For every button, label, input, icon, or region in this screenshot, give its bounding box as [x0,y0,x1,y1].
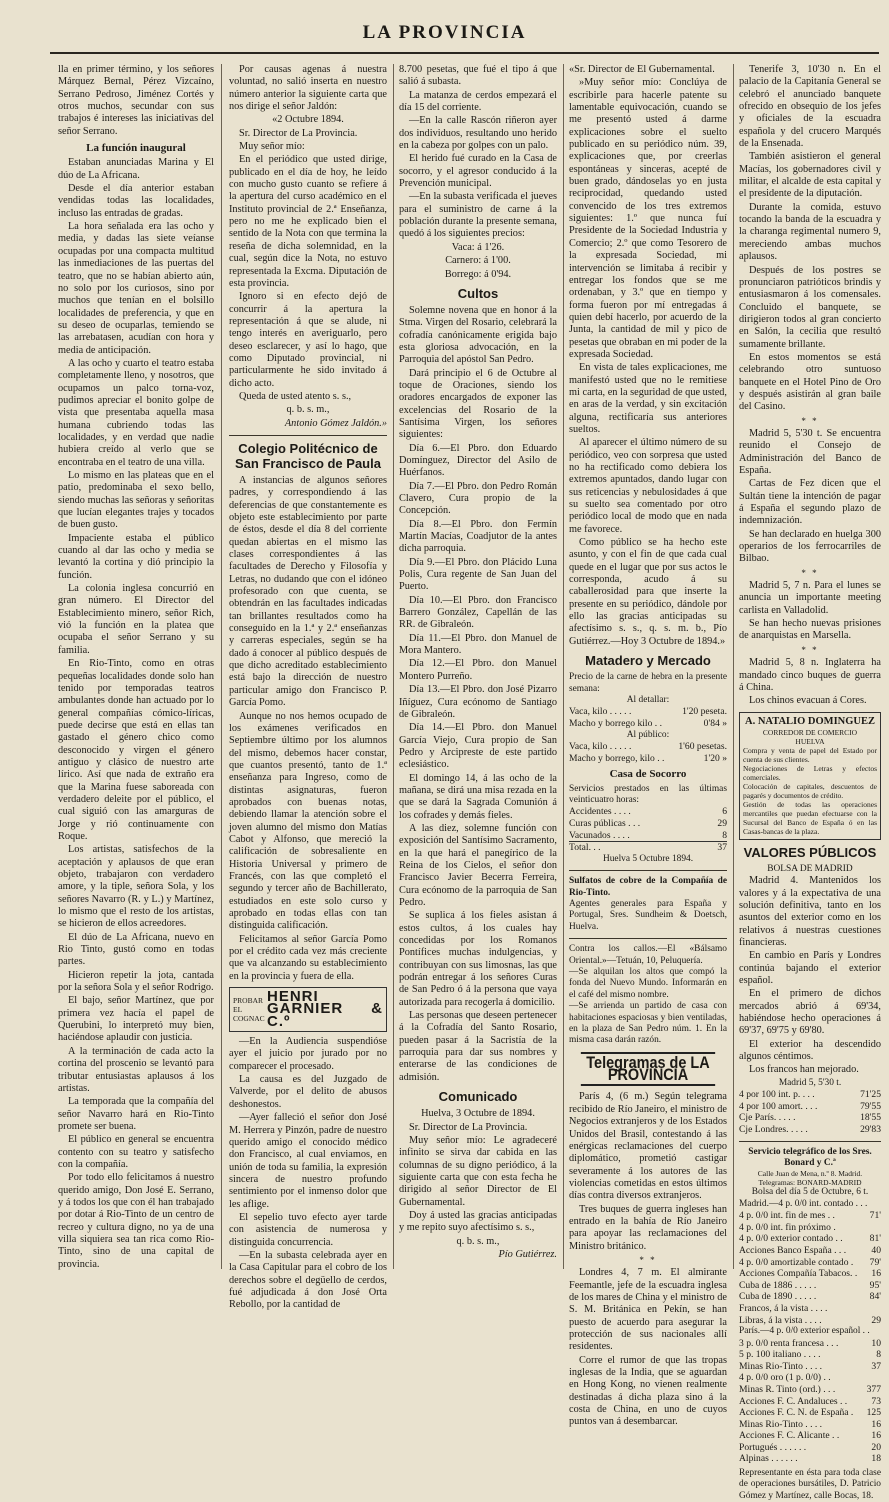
column-divider [563,64,564,1269]
column-divider [733,64,734,1269]
paragraph: Aunque no nos hemos ocupado de los exámenes verificados en Septiembre último por los alumnos del mismo, debemos hacer constar, que cuantos presentó, tanto de 1.ª enseñanza para Ingreso, como de distintas asignaturas, fueron aprobados con buenas notas, debiendo llamar la atención sobre el joven alumno del mismo don Matías Cabot y Alfonso, que mereció la calificación de sobresaliente en Historia Universal y primero de Francés, con las que completó el segundo y tercer año de Bachillerato, estudiados en este solo curso y aprobado en todas ellas con tan distinguida calificación. [229,710,387,932]
ad-subtitle: CORREDOR DE COMERCIO [762,727,858,737]
divider [739,1141,881,1142]
newspaper-title: LA PROVINCIA [362,22,527,43]
paragraph: Madrid 4. Mantenidos los valores y á la expectativa de una solución definitiva, tanto en los asuntos del exterior como en los relativos á nuestras cuestiones financieras. [739,875,881,948]
quote-row: Portugués . . . . . . 20 [739,1441,881,1453]
paragraph: Los artistas, satisfechos de la aceptación y aplausos de que eran objeto, trabajaron con verdadero amore, y la tiple, señora Sola, y los señores Navarro (R. y L.) y Martínez, lo mismo que el resto de los artistas, se hicieron de ellos acreedores. [58,844,214,930]
masthead [0,0,889,50]
market-label: París.—4 p. 0/0 exterior español . . [739,1326,870,1337]
paragraph: Dará principio el 6 de Octubre al toque de Oraciones, siendo los oradores encargados de exponer las excelencias del Rosario de la Santísima Virgen, los señores siguientes: [399,367,557,441]
column-divider [221,64,222,1269]
paragraph: En el periódico que usted dirige, publicado en el día de hoy, he leído con mucho gusto cuanto se refiere á la apertura del curso académico en el Instituto provincial de 2.ª Enseñanza, pero no me he explicado bien el sentido de la Nota con que termina la reseña de dicha solemnidad, en la cual, según dice la Nota, no estuvo representada la Excma. Diputación de esta provincia. [229,154,387,289]
paragraph: El herido fué curado en la Casa de socorro, y el agresor conducido á la Prevención municipal. [399,153,557,190]
paragraph: La hora señalada era las ocho y media, y dadas las siete veíanse ocupadas por una compacta multitud las inmediaciones de las puertas del teatro, que no se habían abierto aún, no solo por los curiosos, sino por muchos que tenían en el bolsillo localidades de preferencia, y que en su deseo de ocuparlas, temiendo se las arrebatasen, acudían con hora y media de anticipación. [58,221,214,356]
telegram: Los chinos evacuan á Cores. [749,695,867,707]
section-heading: Comunicado [438,1089,518,1105]
quote-row: 4 p. 0/0 oro (1 p. 0/0) . . [739,1372,831,1384]
telegram: Después de los postres se pronunciaron patrióticos brindis y entusiasmaron á los comensales. Concluido el banquete, se dirigieron todos al gran concierto en Salón, la cecilia que resultó sumamente brillante. [739,264,881,350]
paragraph: Lo mismo en las plateas que en el patio, predominaba el sexo bello, siendo muchas las señoras y señoritas que lucían elegantes trajes y tocados de buen gusto. [58,470,214,531]
quote-row: Acciones F. C. N. de España . 125 [739,1407,881,1419]
paragraph: Día 12.—El Pbro. don Manuel Montero Purreño. [399,658,557,682]
notice: —Se alquilan los altos que compó la fonda del Nuevo Mundo. Informarán en el café del mismo nombre. [569,966,727,1000]
paragraph: Estaban anunciadas Marina y El dúo de La Africana. [58,157,214,181]
quote-row: Acciones Banco España . . . 40 [739,1244,881,1256]
divider [229,435,387,436]
paragraph: Por causas agenas á nuestra voluntad, no salió inserta en nuestro número anterior la siguiente carta que nos dirige el señor Jaldón: [229,64,387,113]
quote-row: Minas Rio-Tinto . . . . 37 [739,1360,881,1372]
notice-heading: Sulfatos de cobre de la Compañía de Rio-Tinto. [569,876,727,898]
paragraph: Por todo ello felicitamos á nuestro querido amigo, Don José E. Serrano, y á todos los que con él han trabajado por dotar á Rio-Tinto de un centro de recreo y cultura digno, no ya de una villa siquiera sea tan rica como Rio-Tinto, sino de una capital de provincia. [58,1172,214,1270]
paragraph: Al aparecer el último número de su periódico, veo con sorpresa que usted no ha rectificado como debiera los extremos apuntados, dando lugar con sus reticencias y nebulosidades á que su suelto sea comentado por otro periódico local de modo que en nada me favorece. [569,437,727,535]
paragraph: El bajo, señor Martínez, que por primera vez hacía el papel de Querubini, lo interpretó muy bien, haciéndose aplaudir con justicia. [58,995,214,1044]
telegram: Tres buques de guerra ingleses han entrado en la bahía de Río Janeiro para apoyar las reclamaciones del Ministro británico. [569,1203,727,1252]
paragraph: —En la Audiencia suspendióse ayer el juicio por jurado por no comparecer el procesado. [229,1036,387,1072]
paragraph: —En la calle Rascón riñeron ayer dos individuos, resultando uno herido en la cabeza por golpes con un palo. [399,115,557,152]
closing: q. b. s. m., [286,404,330,416]
quote-row: Cje París. . . . . 18'55 [739,1112,881,1124]
section-heading: VALORES PÚBLICOS [743,844,877,860]
telegram: Corre el rumor de que las tropas inglesas de la India, que se aguardan en Hong Kong, no vienen realmente destinadas á dicha plaza sino á la costa de China, en uno de cuyos puntos van á desembarcar. [569,1354,727,1428]
socorro-row: Accidentes . . . . 6 [569,806,727,818]
signature: Antonio Gómez Jaldón.» [284,417,387,429]
quote-row: 4 por 100 amort. . . . 79'55 [739,1100,881,1112]
telegram: También asistieron el general Macías, los gobernadores civil y militar, el alcalde de esta capital y el presidente de la diputación. [739,151,881,200]
telegram: Se han declarado en huelga 300 operarios de los ferrocarriles de Bilbao. [739,528,881,565]
paragraph: Las personas que deseen pertenecer á la Cofradía del Santo Rosario, pueden pasar á la Sacristía de la parroquia para dar sus nombres y enterarse de las condiciones de admisión. [399,1010,557,1083]
paragraph: El domingo 14, á las ocho de la mañana, se dirá una misa rezada en la que se dará la Sagrada Comunión á los cofrades y demás fieles. [399,772,557,821]
market-row: Macho y borrego kilo . . 0'84 » [569,717,727,729]
quote-row: Libras, á la vista . . . . 29 [739,1314,881,1326]
paragraph: 8.700 pesetas, que fué el tipo á que salió á subasta. [399,64,557,88]
socorro-row: Curas públicas . . . 29 [569,817,727,829]
quote-row: Francos, á la vista . . . . [739,1302,828,1314]
quote-row: Cje Londres. . . . . 29'83 [739,1123,881,1135]
ad-line: Colocación de capitales, descuentos de pagarés y documentos de crédito. [743,781,877,800]
paragraph: Hicieron repetir la jota, cantada por la señora Sola y el señor Rodrigo. [58,969,214,994]
ad-city: HUELVA [795,736,825,746]
ad-line: Compra y venta de papel del Estado por cuenta de sus clientes. [743,745,877,764]
letter-date: «2 Octubre 1894. [272,114,344,126]
ad-line: Negociaciones de Letras y efectos comerciales. [743,763,877,782]
paragraph: El exterior ha descendido algunos céntimos. [739,1038,881,1063]
quote-row: 4 p. 0/0 int. fin próximo . [739,1221,836,1233]
paragraph: El sepelio tuvo efecto ayer tarde con asistencia de numerosa y distinguida concurrencia. [229,1211,387,1248]
socorro-date: Huelva 5 Octubre 1894. [602,853,694,864]
paragraph: En el primero de dichos mercados abrió á 69'34, habiéndose hecho operaciones á 69'37, 69'75 y 69'80. [739,988,881,1037]
paragraph: La temporada que la compañía del señor Navarro hará en Rio-Tinto promete ser buena. [58,1096,214,1132]
paragraph: La colonia inglesa concurrió en gran número. El Director del Establecimiento minero, señor Rich, vió la función en la platea que ocupaba el señor Serrano y su familia. [58,583,214,656]
telegram: Cartas de Fez dicen que el Sultán tiene la intención de pagar á España el segundo plazo de indemnización. [739,478,881,527]
masthead-rule [50,52,879,54]
telegram: Durante la comida, estuvo tocando la banda de la escuadra y la charanga regimental numero 9, mereciendo ambas muchos aplausos. [739,201,881,263]
quote-row: Cuba de 1890 . . . . . 84' [739,1291,881,1303]
paragraph: Día 13.—El Pbro. don José Pizarro Iñíguez, Cura ecónomo de Santiago de Gibraleón. [399,684,557,720]
telegram: Madrid 5, 8 n. Inglaterra ha mandado cinco buques de guerra á China. [739,657,881,693]
paragraph: Impaciente estaba el público cuando al dar las ocho y media se levantó la cortina y dió principio la función. [58,532,214,581]
telegram: Londres 4, 7 m. El almirante Feemantle, jefe de la escuadra inglesa de los mares de China y el ministro de S. M. Británica en Pekín, se han puesto de acuerdo para asegurar la protección de sus nacionales allí residentes. [569,1267,727,1353]
quote-row: 4 por 100 int. p. . . . 71'25 [739,1089,881,1101]
service-heading: Servicio telegráfico de los Sres. Bonard y C.ª [748,1146,872,1168]
price-line: Vaca: á 1'26. [451,241,505,253]
price-line: Carnero: á 1'00. [445,255,511,267]
notice: —Se arrienda un partido de casa con habitaciones espaciosas y bien ventiladas, en la plaza de San Pedro núm. 1. En la misma casa darán razón. [569,1001,727,1046]
ad-line: Gestión de todas las operaciones mercantiles que puedan efectuarse con la Sucursal del Banco de España ó en las Casas-bancas de la plaza. [743,799,877,836]
column-divider [393,64,394,1269]
paragraph: Felicitamos al señor García Pomo por el crédito cada vez más creciente que va alcanzando su establecimiento en la provincia y fuera de ella. [229,933,387,982]
paragraph: »Muy señor mío: Conclúya de escribirle para hacerle patente su lamentable equivocación, cuando se me presentó usted á darme explicaciones sobre el suelto publicado en su periódico núm. 39, explicaciones que, por creerlas espontáneas y sinceras, acepté de buen grado, dándoselas yo en justa reciprocidad, quedando usted convencido de los tres extremos siguientes: 1.º que nunca fuí Presidente de la Sociedad Industria y Comercio; 2.º que como Tesorero de la expresada Sociedad, mi intervención se limitaba á recibir y entregar los fondos que se me ordenaban, y 3.º que en tiempo y forma fueron por mí entregadas á quien debí hacerlo, por acuerdo de la Junta, la cantidad de mil y pico de pesetas que obraban en mi poder de la expresada Sociedad. [569,77,727,360]
paragraph: Como público se ha hecho este asunto, y con el fin de que cada cual quede en el lugar que por sus actos le corresponda, acudo á su caballerosidad para que inserte la presente en su periódico, dándole por ello las gracias anticipadas su afectísimo s. s., q. s. m. b., Pío Gutiérrez.—Hoy 3 Octubre de 1894.» [569,537,727,647]
market-intro: Precio de la carne de hebra en la presente semana: [569,672,727,694]
paragraph: lla en primer término, y los señores Márquez Bernal, Pérez Vizcaíno, Serrano Pedroso, Jiménez Cortés y otros muchos, secundar con sus trabajos é intereses las iniciativas del señor Serrano. [58,64,214,137]
ad-brand: HENRI GARNIER & C.º [267,988,383,1030]
notice: Agentes generales para España y Portugal, Sres. Sundheim & Doetsch, Huelva. [569,898,727,932]
column-2 [229,64,387,1311]
letter-address: Sr. Director de La Provincia. [239,127,358,139]
paragraph: Muy señor mío: Le agradeceré infinito se sirva dar cabida en las columnas de su digno periódico, á la siguiente carta que con esta fecha he dirigido al señor Director de El Gubernamental. [399,1134,557,1208]
notice: Contra los callos.—El «Bálsamo Oriental.»—Tetuán, 10, Peluquería. [569,944,727,966]
telegrams-heading: Telegramas de LA PROVINCIA [581,1052,715,1087]
letter-address: «Sr. Director de El Gubernamental. [569,64,715,75]
quote-row: Minas R. Tinto (ord.) . . . 377 [739,1383,881,1395]
market-subhead: Al detallar: [626,694,670,705]
paragraph: Ignoro si en efecto dejó de concurrir á la apertura la representación á que se alude, ni tengo interés en averiguarlo, pero deseo esclarecer, y así lo hago, que como Diputado provincial, ni particularmente he sido invitado á dicho acto. [229,291,387,389]
quote-row: Minas Rio-Tinto . . . . 16 [739,1418,881,1430]
paragraph: Día 6.—El Pbro. don Eduardo Domínguez, Director del Asilo de Huérfanos. [399,442,557,479]
paragraph: Día 10.—El Pbro. don Francisco Barrero González, Capellán de las RR. de Gibraleón. [399,594,557,631]
service-subheading: Calle Juan de Mena, n.º 8. Madrid. Telegramas: BONARD-MADRID [757,1169,863,1188]
socorro-intro: Servicios prestados en las últimas veinticuatro horas: [569,783,727,805]
paragraph: En Rio-Tinto, como en otras pequeñas localidades donde solo han tenido por temporadas teatros ambulantes donde han actuado por lo general compañías cómico-líricas, puede decirse que está en ellas tan gastado el género chico como desconocido y virgen el género antiguo y clásico de nuestro arte lírico. Así que nada de extraño era que la Marina fuese saboreada con verdadero deleite por el público, el cual siguió con las amarguras de Jorge y rió continuamente con Roque. [58,658,214,842]
paragraph: A las ocho y cuarto el teatro estaba completamente lleno, y nosotros, que ocupamos un palco torna-voz, pudimos apreciar el bonito golpe de vista que presentaba aquella masa humana cubriendo todas las localidades, y en verdad que nadie hubiera creído al verlo que se encontraba en el teatro de una villa. [58,357,214,468]
quote-row: 4 p. 0/0 exterior contado . . 81' [739,1233,881,1245]
paragraph: Queda de usted atento s. s., [239,390,352,402]
quote-row: Alpinas . . . . . . 18 [739,1453,881,1465]
letter-date: Huelva, 3 Octubre de 1894. [421,1108,535,1120]
quote-row: Acciones F. C. Andaluces . . 73 [739,1395,881,1407]
paragraph: —En la subasta celebrada ayer en la Casa Capitular para el cobro de los derechos sobre el degüello de cerdos, fué adjudicada á don José Orta Rebollo, por la cantidad de [229,1249,387,1311]
paragraph: En cambio en París y Londres continúa bajando el exterior español. [739,950,881,987]
divider [569,870,727,871]
telegram: Se han hecho nuevas prisiones de anarquistas en Marsella. [739,618,881,642]
quote-row: Acciones Compañía Tabacos. . 16 [739,1268,881,1280]
letter-greeting: Muy señor mío: [239,141,305,153]
section-heading: Casa de Socorro [609,768,687,781]
closing: q. b. s. m., [456,1235,500,1247]
paragraph: Día 9.—El Pbro. don Plácido Luna Polis, Cura regente de San Juan del Puerto. [399,556,557,593]
price-line: Borrego: á 0'94. [444,268,512,280]
cognac-advertisement [229,987,387,1032]
column-1 [58,64,214,1269]
quote-row: 4 p. 0/0 amortizable contado . 79' [739,1256,881,1268]
ad-tagline: PROBAR EL COGNAC [233,996,265,1024]
quote-row: 3 p. 0/0 renta francesa . . . 10 [739,1337,881,1349]
broker-advertisement [739,712,881,840]
paragraph: Doy á usted las gracias anticipadas y me repito suyo afectísimo s. s., [399,1209,557,1234]
separator-stars: * * [639,1254,657,1265]
paragraph: El público en general se encuentra contento con su teatro y satisfecho con la compañía. [58,1134,214,1170]
separator-stars: * * [801,415,819,426]
paragraph: Día 14.—El Pbro. don Manuel García Viejo, Cura propio de San Pedro y Arcipreste de este partido eclesiástico. [399,722,557,771]
ad-name: A. NATALIO DOMINGUEZ [745,715,875,727]
telegram: Tenerife 3, 10'30 n. En el palacio de la Capitanía General se celebró el anunciado banquete ofrecido en obsequio de los jefes y oficiales de la escuadra española y del crucero Marqués de la Ensenada. [739,64,881,150]
telegram: Madrid 5, 5'30 t. Se encuentra reunido el Consejo de Administración del Banco de España. [739,427,881,476]
paragraph: —Ayer falleció el señor don José M. Herrera y Pinzón, padre de nuestro querido amigo el conocido médico don Francisco, al cual enviamos, en unión de toda su familia, la expresión sincera de nuestro profundo sentimiento por el inmenso dolor que les aflige. [229,1112,387,1210]
paragraph: Los francos han mejorado. [749,1064,859,1076]
column-4 [569,64,727,1428]
footer-note: Representante en ésta para toda clase de operaciones bursátiles, D. Patricio Gómez y Martínez, calle Bocas, 18. [739,1468,881,1501]
paragraph: Día 7.—El Pbro. don Pedro Román Clavero, Cura propio de la Concepción. [399,480,557,517]
paragraph: Solemne novena que en honor á la Stma. Virgen del Rosario, celebrará la cofradía canónicamente erigida bajo esta gloriosa advocación, en la Parroquia del apóstol San Pedro. [399,304,557,366]
quote-header: Madrid 5, 5'30 t. [778,1077,842,1088]
section-heading: Matadero y Mercado [585,653,711,669]
quote-row: 4 p. 0/0 int. fin de mes . . 71' [739,1210,881,1222]
service-date: Bolsa del día 5 de Octubre, 6 t. [751,1187,869,1198]
separator-stars: * * [801,644,819,655]
section-heading: Colegio Politécnico de San Francisco de Paula [235,440,381,471]
paragraph: Día 11.—El Pbro. don Manuel de Mora Mantero. [399,632,557,657]
paragraph: La matanza de cerdos empezará el día 15 del corriente. [399,89,557,114]
paragraph: —En la subasta verificada el jueves para el suministro de carne á la población durante la presente semana, quedó á los siguientes precios: [399,191,557,240]
signature: Pío Gutiérrez. [498,1248,557,1260]
quote-row: Acciones F. C. Alicante . . 16 [739,1430,881,1442]
paragraph: Se suplica á los fieles asistan á estos cultos, á los cuales hay concedidas por los Romanos Pontífices muchas indulgencias, y contribuyan con sus limosnas, las que podrán entregar á los señores Curas de San Pedro ó á la persona que vaya autorizada para recogerla á domicilio. [399,910,557,1008]
quote-row: 5 p. 100 italiano . . . . 8 [739,1349,881,1361]
section-subheading: BOLSA DE MADRID [767,863,853,874]
market-subhead: Al público: [626,729,670,740]
divider [569,938,727,939]
paragraph: Desde el día anterior estaban vendidas todas las localidades, incluso las entradas de gradas. [58,183,214,219]
letter-address: Sr. Director de La Provincia. [409,1121,528,1133]
quote-row: Cuba de 1886 . . . . . 95' [739,1279,881,1291]
socorro-row: Vacunados . . . . 8 [569,829,727,841]
paragraph: A las diez, solemne función con exposición del Santísimo Sacramento, en la que hará el panegírico de la Reina de los Cielos, el señor don Francisco Javier Becerra Ferreira, Cura ecónomo de la parroquia de San Pedro. [399,822,557,908]
market-row: Vaca, kilo . . . . . 1'60 pesetas. [569,740,727,752]
telegram: París 4, (6 m.) Según telegrama recibido de Río Janeiro, el ministro de Negocios extranjeros y de los Estados Unidos del Brasil, contestando á las enérgicas reclamaciones del cuerpo diplomático, prometió castigar severamente á los autores de las violencias cometidas en estos últimos días contra diversos extranjeros. [569,1091,727,1202]
paragraph: El dúo de La Africana, nuevo en Rio Tinto, gustó como en todas partes. [58,931,214,968]
market-row: Macho y borrego, kilo . . 1'20 » [569,752,727,764]
paragraph: En vista de tales explicaciones, me manifestó usted que no le remitiese mi carta, en la seguridad de que usted, en aras de la verdad, y sin excitación alguna, rectificaría sus anteriores sueltos. [569,362,727,435]
socorro-total: Total. . . 37 [569,842,727,854]
telegram: Madrid 5, 7 n. Para el lunes se anuncia un importante meeting carlista en Valladolid. [739,580,881,616]
market-row: Vaca, kilo . . . . . 1'20 peseta. [569,706,727,718]
separator-stars: * * [801,567,819,578]
paragraph: A instancias de algunos señores padres, y correspondiendo á las deferencias de que constantemente es objeto este establecimiento por parte de éstos, desde el día 8 del corriente quedan abiertas en el mismo las clases correspondientes á las facultades de Derecho y Filosofía y Letras, no dudando que con el idóneo profesorado con que cuenta, se obtendrán en las facultades indicadas tan brillantes resultados como ha conseguido en la 1.ª y 2.ª enseñanzas y carreras especiales, según se ha dado á conocer al público después de que dicho acreditado establecimiento está bajo la dirección de nuestro particular amigo don Francisco P. García Pomo. [229,474,387,709]
telegram: En estos momentos se está celebrando otro suntuoso banquete en el Hotel Pino de Oro y después asistirán al gran baile del Casino. [739,351,881,413]
paragraph: A la terminación de cada acto la cortina del proscenio se levantó para tributar entusiastas aplausos á los artistas. [58,1045,214,1094]
section-heading: La función inaugural [86,142,186,155]
market-label: Madrid.—4 p. 0/0 int. contado . . . [739,1198,868,1209]
column-3 [399,64,557,1269]
section-heading: Cultos [457,285,499,301]
paragraph: La causa es del Juzgado de Valverde, por el delito de abusos deshonestos. [229,1074,387,1110]
paragraph: Día 8.—El Pbro. don Fermín Martín Macías, Coadjutor de la antes dicha parroquia. [399,518,557,555]
column-5 [739,64,881,1501]
